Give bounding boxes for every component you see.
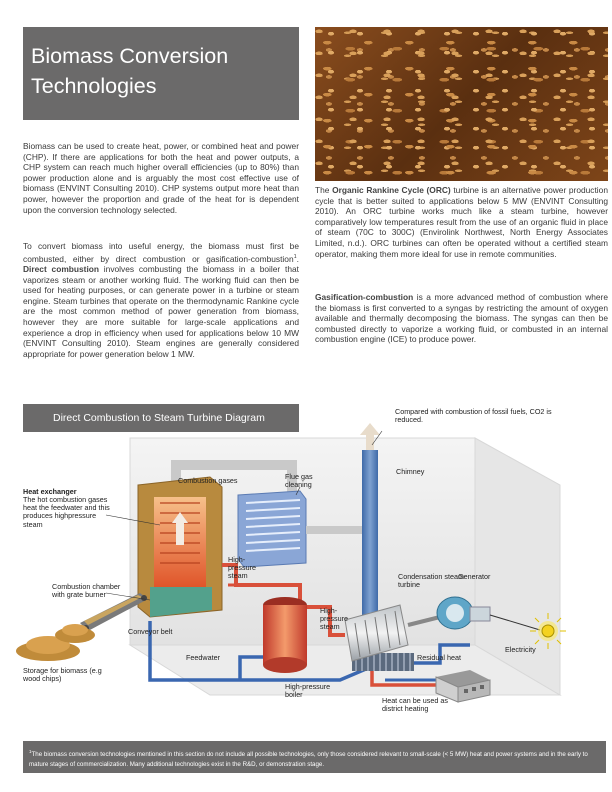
label-feedwater: Feedwater — [186, 653, 220, 662]
label-combustion-chamber: Combustion chamber with grate burner — [52, 582, 121, 600]
boiler-housing — [138, 477, 222, 617]
wood-chip-pile-icon — [16, 624, 95, 661]
paragraph-gasification — [315, 292, 608, 345]
footnote-marker: 1 — [29, 749, 32, 754]
page-title: Biomass Conversion Technologies — [31, 44, 229, 98]
chimney-icon — [360, 423, 380, 615]
p2-text-c: involves combusting the biomass in a boiler that vaporizes steam or another working fluid. The working fluid can then be used for heating purposes, or can generate power in a turbine or steam engine. Steam turbines that operate on the thermodynamic Rankine cycle are the most common method of power generation from biomass, however they are more suitable for large-scale applications and experience a drop in efficiency when used for applications below 10 MW (ENVINT Consulting 2010). Steam engines are generally considered appropriate for power generation below 1 MW. — [23, 263, 299, 359]
label-heat-exchanger-desc: The hot combustion gases heat the feedwater and this produces highpressure steam — [23, 495, 110, 529]
label-combustion-gases: Combustion gases — [178, 476, 238, 485]
paragraph-orc — [315, 185, 608, 259]
footnote-text: The biomass conversion technologies mentioned in this section do not include all possible technologies, only those considered relevant to small-scale (< 5 MW) heat and power systems and in the early to mature stages of commercialization. Many additional technologies exist in the R&D, or demonstration stage. — [29, 751, 588, 769]
label-condensation-turbine: Condensation steam turbine — [398, 572, 464, 590]
lightbulb-icon — [530, 613, 566, 649]
p2-bold-term: Direct combustion — [23, 263, 99, 274]
high-pressure-boiler-icon — [263, 597, 307, 673]
wood-chips-photo — [315, 27, 608, 181]
label-residual-heat: Residual heat — [417, 653, 461, 662]
p3-bold-term: Organic Rankine Cycle (ORC) — [332, 185, 451, 195]
label-hp-steam-1: High-pressure steam — [228, 555, 256, 581]
paragraph-chp: Biomass can be used to create heat, power, or combined heat and power (CHP). If there are applications for both the heat and power outputs, a CHP system can reach much higher overall efficiencies (up to 80%) than power production alone and is arguably the most cost effective use of biomass (ENVINT Consulting 2010). CHP systems output more heat than power, however the proportion and grade of the heat for is dependent upon the conversion technology selected. — [23, 141, 299, 215]
p3-text-a: The — [315, 185, 333, 195]
diagram-banner: Direct Combustion to Steam Turbine Diagram — [23, 404, 299, 432]
footnote-banner — [23, 741, 606, 773]
p3-text-b: turbine is an alternative power production cycle that is better suited to applications below 5 MW (ENVINT Consulting 2010). An ORC turbine works much like a steam turbine, however comparatively low temperatures result from the use of an organic fluid in place of steam (70C to 300C) (Envirolink Northwest, North Energy Associates Limited, n.d.). ORC turbines can often be operated without a certified steam operator, making them more ideal for use in remote communities. — [315, 185, 608, 259]
label-heat-district: Heat can be used as district heating — [382, 696, 448, 714]
label-hp-boiler: High-pressure boiler — [285, 682, 331, 700]
title-box — [23, 27, 299, 120]
footnote-ref: 1 — [293, 253, 297, 260]
p4-bold-term: Gasification-combustion — [315, 292, 414, 302]
p4-text-b: is a more advanced method of combustion where the biomass is first converted to a syngas by restricting the amount of oxygen available and thermally decomposing the biomass. The syngas can then be combusted directly to vaporize a working fluid, or combusted in an internal combustion engine (ICE) to produce power. — [315, 292, 608, 345]
label-heat-exchanger-title: Heat exchanger — [23, 487, 77, 496]
label-chimney: Chimney — [396, 467, 425, 476]
p2-text-b: . — [296, 253, 299, 264]
label-generator: Generator — [458, 572, 491, 581]
label-co2: Compared with combustion of fossil fuels, CO2 is reduced. — [395, 407, 552, 425]
label-conveyor-belt: Conveyor belt — [128, 627, 173, 636]
p2-text-a: To convert biomass into useful energy, the biomass must first be combusted, either by direct combustion or gasification-combustion — [23, 241, 299, 264]
label-electricity: Electricity — [505, 645, 536, 654]
paragraph-direct-combustion — [23, 241, 299, 359]
label-flue-gas: Flue gas cleaning — [285, 472, 313, 490]
label-storage: Storage for biomass (e.g wood chips) — [23, 666, 102, 684]
label-hp-steam-2: High-pressure steam — [320, 606, 348, 632]
